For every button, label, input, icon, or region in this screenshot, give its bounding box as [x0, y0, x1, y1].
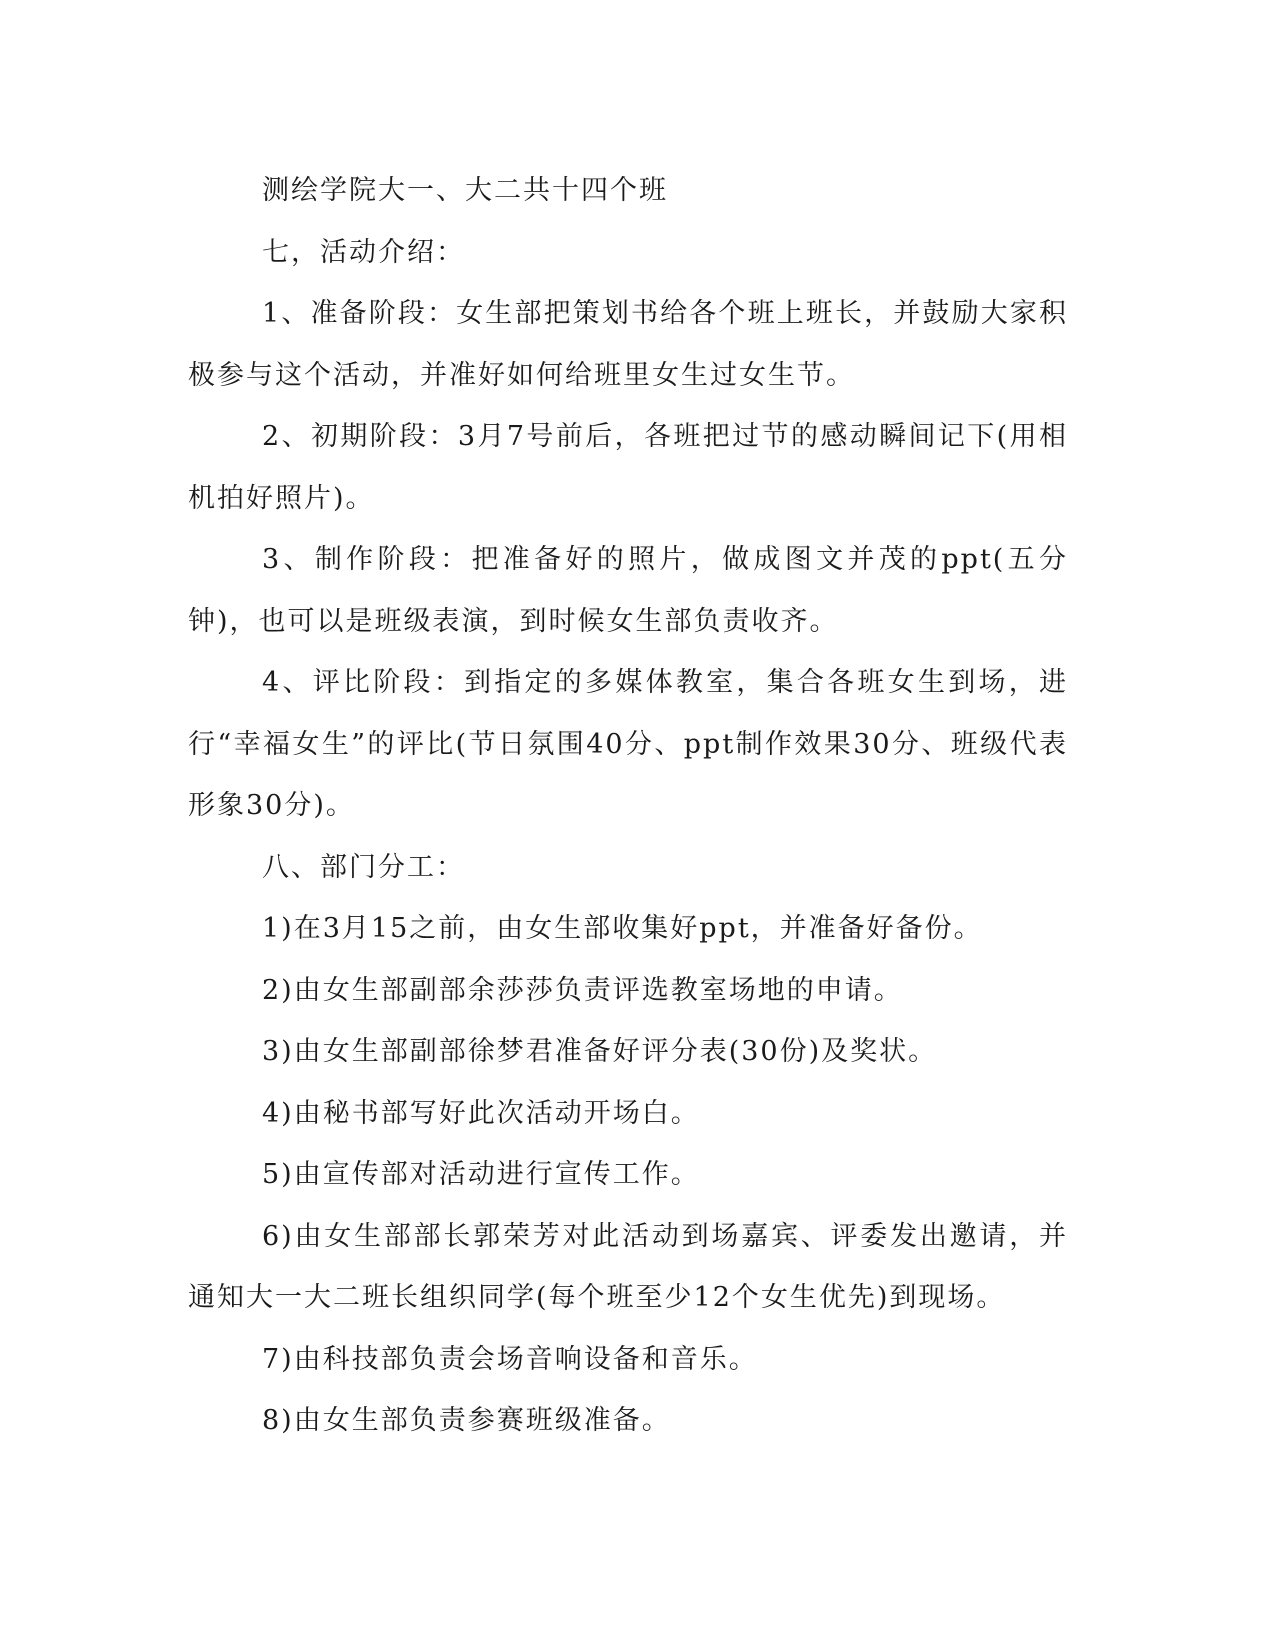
list-item-task-5: 5)由宣传部对活动进行宣传工作。: [262, 1159, 700, 1190]
list-item-task-6: 6)由女生部部长郭荣芳对此活动到场嘉宾、评委发出邀请，并通知大一大二班长组织同学(每个班至少12个女生优先)到现场。: [188, 1220, 1068, 1313]
heading-department-division: 八、部门分工：: [262, 851, 465, 883]
list-item-task-2: 2)由女生部副部余莎莎负责评选教室场地的申请。: [262, 974, 903, 1006]
list-item-task-8: 8)由女生部负责参赛班级准备。: [262, 1405, 671, 1436]
paragraph-class-count: 测绘学院大一、大二共十四个班: [262, 175, 668, 206]
document-body: [188, 160, 1068, 1452]
list-item-task-4: 4)由秘书部写好此次活动开场白。: [262, 1097, 700, 1129]
list-item-task-7: 7)由科技部负责会场音响设备和音乐。: [262, 1343, 758, 1375]
paragraph-stage-initial: 2、初期阶段：3月7号前后，各班把过节的感动瞬间记下(用相机拍好照片)。: [188, 421, 1068, 514]
paragraph-stage-preparation: 1、准备阶段：女生部把策划书给各个班上班长，并鼓励大家积极参与这个活动，并准好如何给班里女生过女生节。: [188, 298, 1068, 391]
list-item-task-3: 3)由女生部副部徐梦君准备好评分表(30份)及奖状。: [262, 1036, 938, 1067]
paragraph-stage-evaluation: 4、评比阶段：到指定的多媒体教室，集合各班女生到场，进行“幸福女生”的评比(节日氛围40分、ppt制作效果30分、班级代表形象30分)。: [188, 667, 1068, 821]
paragraph-stage-production: 3、制作阶段：把准备好的照片，做成图文并茂的ppt(五分钟)，也可以是班级表演，到时候女生部负责收齐。: [188, 544, 1068, 637]
list-item-task-1: 1)在3月15之前，由女生部收集好ppt，并准备好备份。: [262, 913, 983, 944]
heading-activity-intro: 七，活动介绍：: [262, 236, 465, 268]
